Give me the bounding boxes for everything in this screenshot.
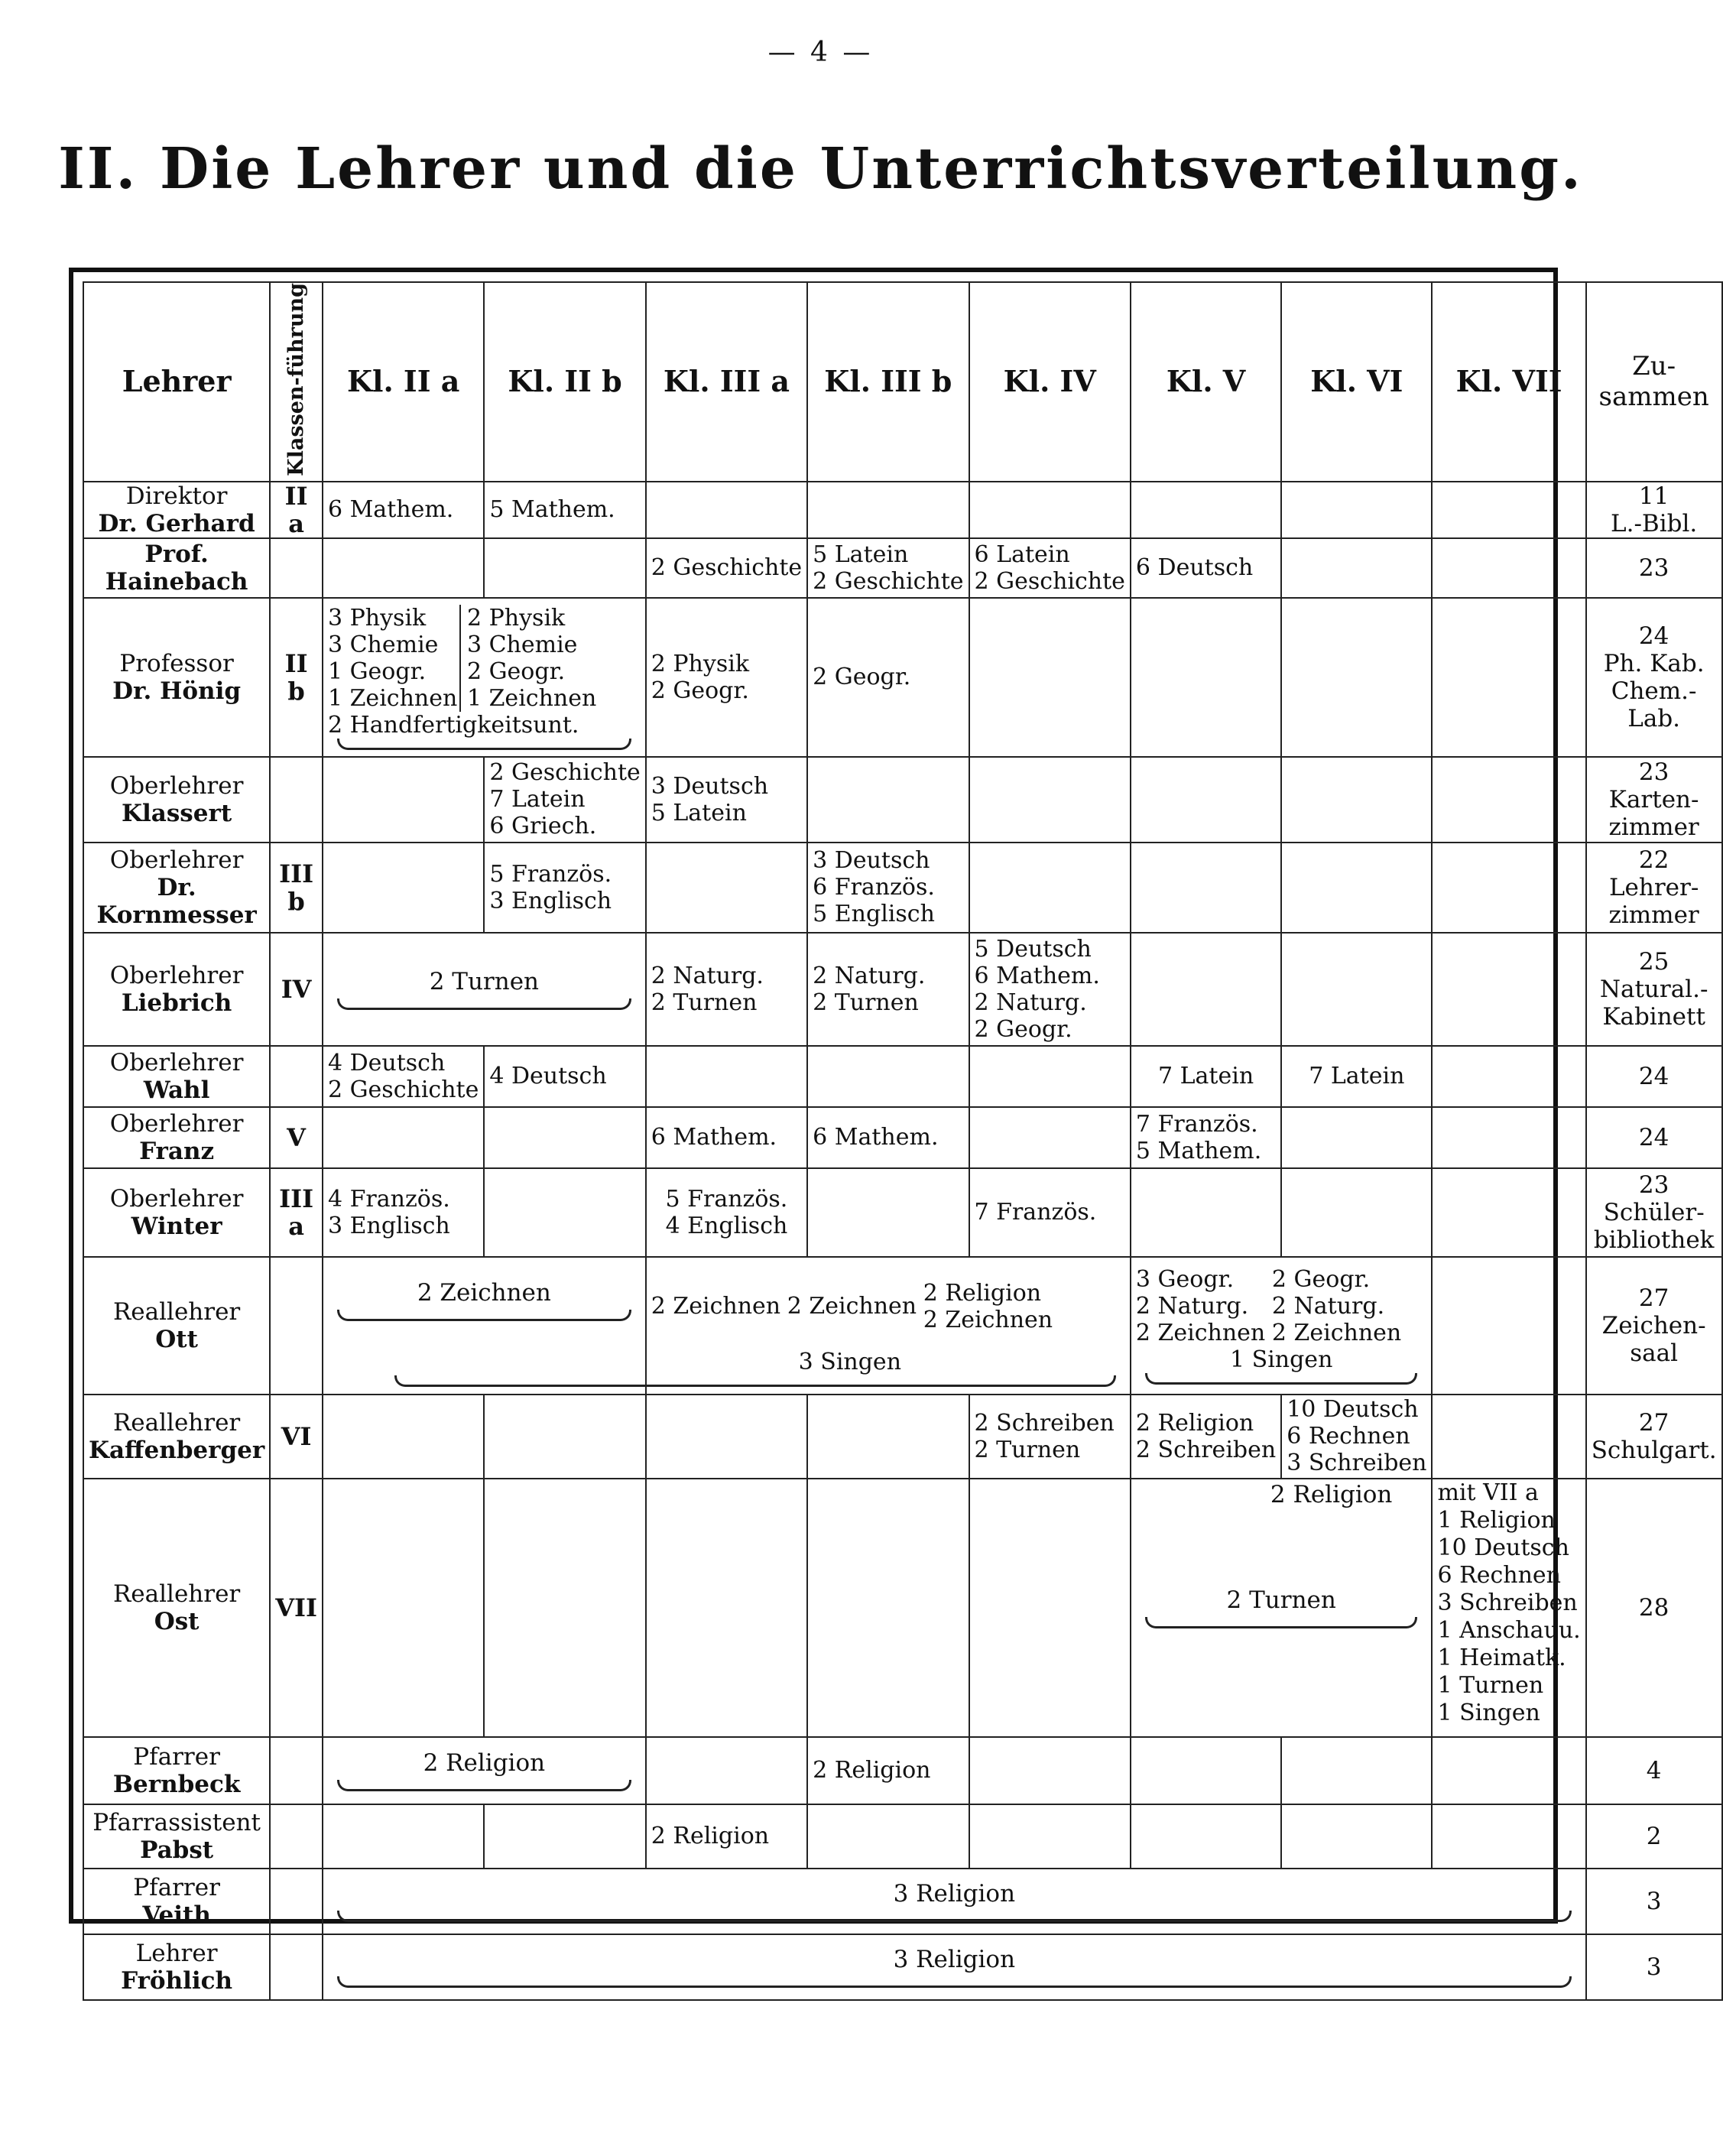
joint-lesson-cell: 2 Zeichnen 2 Zeichnen 2 Religion 2 Zeichnen 3 Singen: [646, 1257, 1131, 1395]
class-lead-cell: II a: [270, 482, 323, 538]
table-row: [83, 1869, 1722, 1934]
header-kl-6: Kl. VI: [1281, 282, 1432, 482]
lesson-cell: 5 Französ. 4 Englisch: [646, 1168, 807, 1257]
table-row: [83, 1046, 1722, 1107]
lesson-cell: 2 Naturg. 2 Turnen: [646, 933, 807, 1046]
total-cell: 22 Lehrer- zimmer: [1586, 843, 1722, 933]
teacher-cell: Oberlehrer Wahl: [83, 1046, 270, 1107]
total-cell: 3: [1586, 1869, 1722, 1934]
class-lead-cell: VII: [270, 1479, 323, 1737]
joint-lesson-cell: 2 Religion: [323, 1737, 646, 1804]
lesson-cell: 5 Mathem.: [484, 482, 645, 538]
lesson-cell: 10 Deutsch 6 Rechnen 3 Schreiben: [1281, 1395, 1432, 1479]
lesson-cell: 4 Deutsch: [484, 1046, 645, 1107]
teacher-cell: Pfarrer Bernbeck: [83, 1737, 270, 1804]
joint-lesson-cell: 3 Geogr. 2 Naturg. 2 Zeichnen 2 Geogr. 2 Naturg. 2 Zeichnen 1 Singen: [1131, 1257, 1433, 1395]
lesson-cell: 2 Geogr.: [807, 598, 969, 757]
lesson-cell: 2 Naturg. 2 Turnen: [807, 933, 969, 1046]
total-cell: 28: [1586, 1479, 1722, 1737]
teacher-cell: Pfarrer Veith: [83, 1869, 270, 1934]
header-kl-3b: Kl. III b: [807, 282, 969, 482]
lesson-cell: 2 Physik 2 Geogr.: [646, 598, 807, 757]
total-cell: 27 Zeichen- saal: [1586, 1257, 1722, 1395]
teacher-table: [83, 281, 1723, 2001]
joint-lesson-cell: 3 Religion: [323, 1934, 1586, 2000]
table-row: [83, 1395, 1722, 1479]
lesson-cell: 3 Deutsch 5 Latein: [646, 757, 807, 843]
teacher-cell: Oberlehrer Liebrich: [83, 933, 270, 1046]
total-cell: 3: [1586, 1934, 1722, 2000]
total-cell: 24: [1586, 1046, 1722, 1107]
header-class-lead: Klassen-führung: [270, 282, 323, 482]
lesson-cell: 6 Mathem.: [807, 1107, 969, 1168]
teacher-cell: Direktor Dr. Gerhard: [83, 482, 270, 538]
table-row: [83, 1168, 1722, 1257]
joint-lesson-cell: 3 Physik 3 Chemie 1 Geogr. 1 Zeichnen 2 Physik 3 Chemie 2 Geogr. 1 Zeichnen 2 Handfertigkeitsunt.: [323, 598, 646, 757]
total-cell: 23 Schüler- bibliothek: [1586, 1168, 1722, 1257]
joint-lesson-cell: 2 Turnen: [323, 933, 646, 1046]
lesson-cell: mit VII a 1 Religion 10 Deutsch 6 Rechnen 3 Schreiben 1 Anschauu. 1 Heimatk. 1 Turnen 1 Singen: [1432, 1479, 1585, 1737]
lesson-cell: 4 Deutsch 2 Geschichte: [323, 1046, 484, 1107]
joint-lesson-cell: 3 Religion: [323, 1869, 1586, 1934]
lesson-cell: 7 Latein: [1131, 1046, 1281, 1107]
table-row: [83, 933, 1722, 1046]
lesson-cell: 5 Deutsch 6 Mathem. 2 Naturg. 2 Geogr.: [969, 933, 1131, 1046]
total-cell: 24: [1586, 1107, 1722, 1168]
lesson-cell: 7 Französ.: [969, 1168, 1131, 1257]
table-row: [83, 598, 1722, 757]
class-lead-cell: VI: [270, 1395, 323, 1479]
table-row: [83, 1257, 1722, 1395]
teacher-table-frame: [69, 268, 1717, 1995]
teacher-cell: Lehrer Fröhlich: [83, 1934, 270, 2000]
lesson-cell: 3 Deutsch 6 Französ. 5 Englisch: [807, 843, 969, 933]
joint-lesson-cell: 2 Religion 2 Turnen: [1131, 1479, 1433, 1737]
table-row: [83, 1934, 1722, 2000]
lesson-cell: 6 Deutsch: [1131, 538, 1281, 598]
header-kl-4: Kl. IV: [969, 282, 1131, 482]
header-kl-7: Kl. VII: [1432, 282, 1585, 482]
table-row: [83, 538, 1722, 598]
header-kl-5: Kl. V: [1131, 282, 1281, 482]
class-lead-cell: IV: [270, 933, 323, 1046]
teacher-cell: Oberlehrer Klassert: [83, 757, 270, 843]
teacher-cell: Pfarrassistent Pabst: [83, 1804, 270, 1869]
lesson-cell: 5 Französ. 3 Englisch: [484, 843, 645, 933]
lesson-cell: 7 Französ. 5 Mathem.: [1131, 1107, 1281, 1168]
header-kl-2b: Kl. II b: [484, 282, 645, 482]
total-cell: 23: [1586, 538, 1722, 598]
header-teacher: Lehrer: [83, 282, 270, 482]
teacher-cell: Reallehrer Ost: [83, 1479, 270, 1737]
total-cell: 2: [1586, 1804, 1722, 1869]
teacher-cell: Reallehrer Kaffenberger: [83, 1395, 270, 1479]
teacher-cell: Professor Dr. Hönig: [83, 598, 270, 757]
header-row: [83, 282, 1722, 482]
teacher-cell: Reallehrer Ott: [83, 1257, 270, 1395]
total-cell: 27 Schulgart.: [1586, 1395, 1722, 1479]
header-total: Zu-sammen: [1586, 282, 1722, 482]
lesson-cell: 2 Schreiben 2 Turnen: [969, 1395, 1131, 1479]
lesson-cell: 6 Mathem.: [323, 482, 484, 538]
page-number: — 4 —: [767, 37, 874, 68]
lesson-cell: 6 Latein 2 Geschichte: [969, 538, 1131, 598]
table-row: [83, 1737, 1722, 1804]
total-cell: 4: [1586, 1737, 1722, 1804]
class-lead-cell: III b: [270, 843, 323, 933]
lesson-cell: 2 Religion: [807, 1737, 969, 1804]
table-row: [83, 482, 1722, 538]
page-title: II. Die Lehrer und die Unterrichtsverteilung.: [58, 136, 1583, 202]
lesson-cell: 6 Mathem.: [646, 1107, 807, 1168]
class-lead-cell: V: [270, 1107, 323, 1168]
teacher-cell: Prof. Hainebach: [83, 538, 270, 598]
joint-lesson-cell: 2 Zeichnen: [323, 1257, 646, 1395]
lesson-cell: 5 Latein 2 Geschichte: [807, 538, 969, 598]
table-row: [83, 757, 1722, 843]
lesson-cell: 2 Religion 2 Schreiben: [1131, 1395, 1281, 1479]
total-cell: 24 Ph. Kab. Chem.-Lab.: [1586, 598, 1722, 757]
table-row: [83, 1804, 1722, 1869]
lesson-cell: 2 Religion: [646, 1804, 807, 1869]
lesson-cell: 2 Geschichte 7 Latein 6 Griech.: [484, 757, 645, 843]
header-kl-3a: Kl. III a: [646, 282, 807, 482]
lesson-cell: 4 Französ. 3 Englisch: [323, 1168, 484, 1257]
teacher-cell: Oberlehrer Dr. Kornmesser: [83, 843, 270, 933]
lesson-cell: 7 Latein: [1281, 1046, 1432, 1107]
class-lead-cell: II b: [270, 598, 323, 757]
total-cell: 25 Natural.- Kabinett: [1586, 933, 1722, 1046]
teacher-cell: Oberlehrer Winter: [83, 1168, 270, 1257]
teacher-cell: Oberlehrer Franz: [83, 1107, 270, 1168]
lesson-cell: 2 Geschichte: [646, 538, 807, 598]
total-cell: 23 Karten- zimmer: [1586, 757, 1722, 843]
header-kl-2a: Kl. II a: [323, 282, 484, 482]
table-row: [83, 843, 1722, 933]
table-row: [83, 1479, 1722, 1737]
total-cell: 11 L.-Bibl.: [1586, 482, 1722, 538]
table-row: [83, 1107, 1722, 1168]
class-lead-cell: III a: [270, 1168, 323, 1257]
